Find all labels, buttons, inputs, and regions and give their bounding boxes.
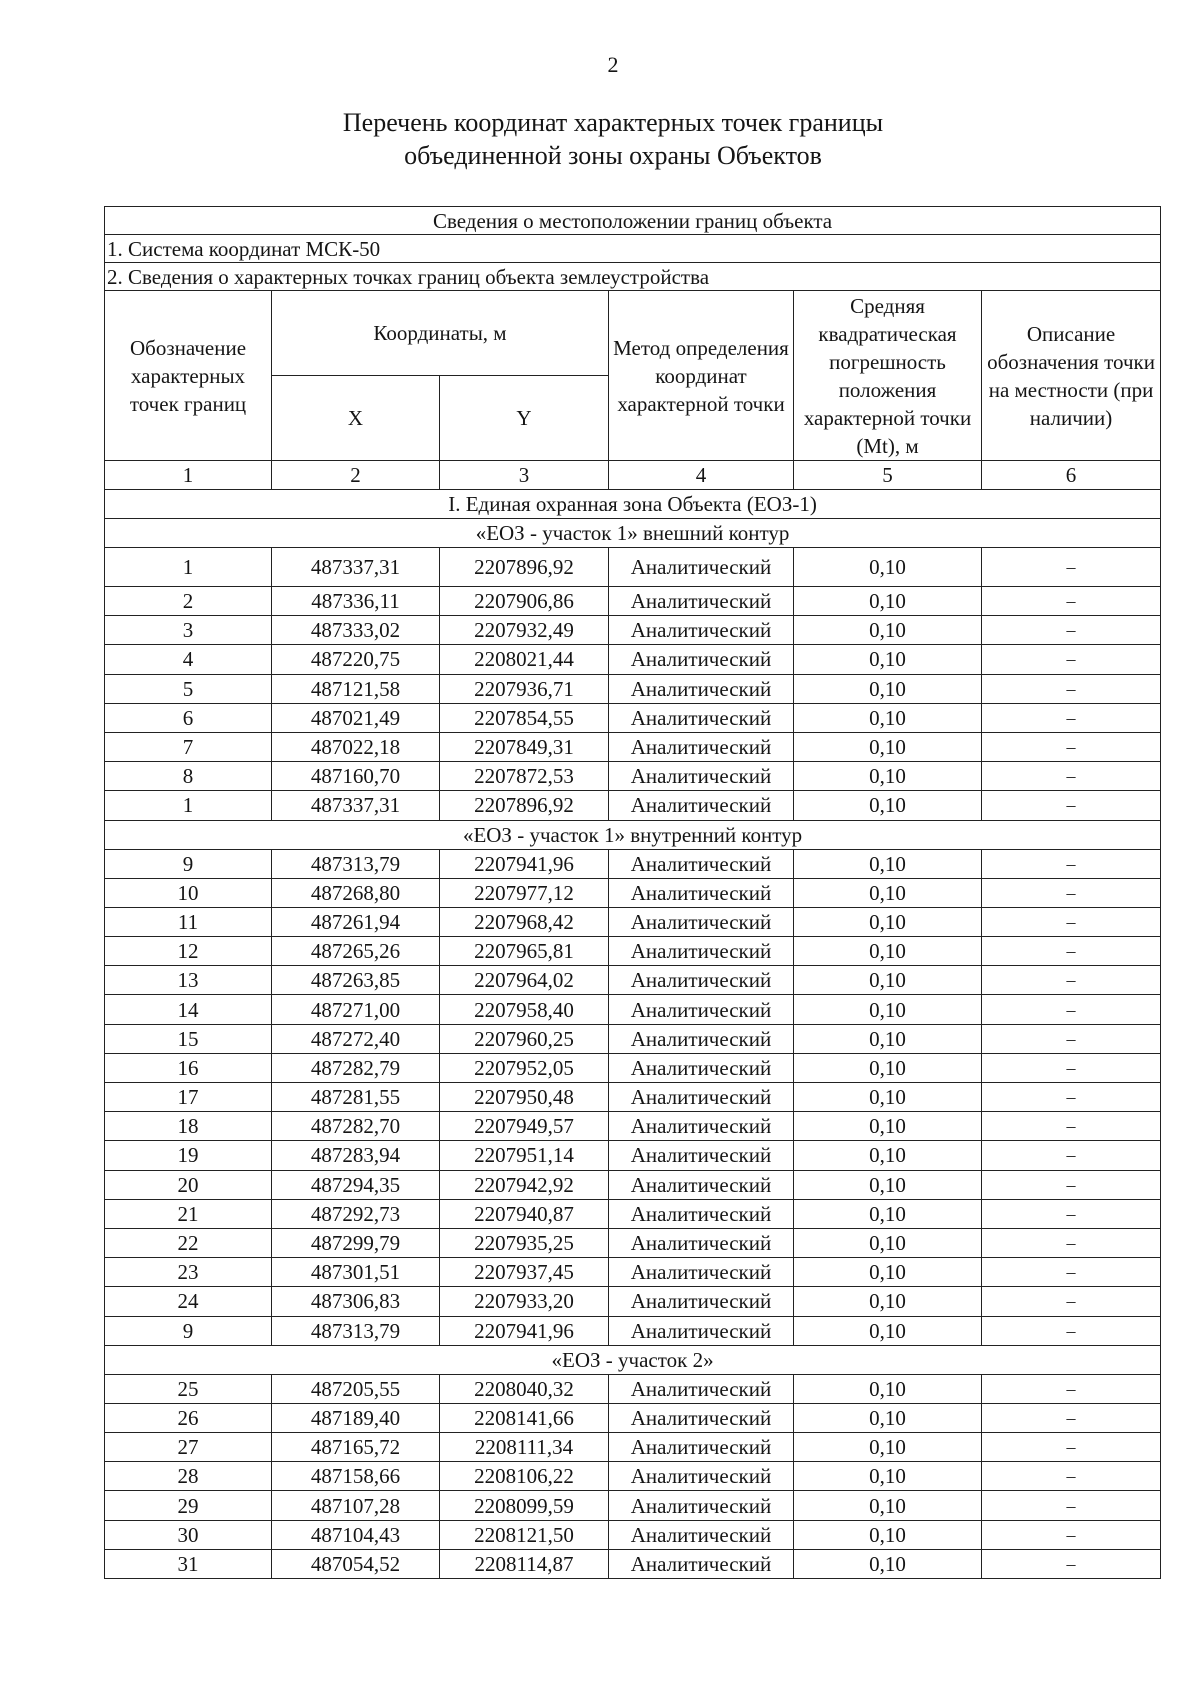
point-id-cell: 7: [105, 732, 272, 761]
column-number: 2: [272, 461, 440, 490]
description-cell: –: [982, 1053, 1161, 1082]
y-coordinate-cell: 2208099,59: [440, 1491, 609, 1520]
y-coordinate-cell: 2207964,02: [440, 966, 609, 995]
point-id-cell: 13: [105, 966, 272, 995]
description-cell: –: [982, 1228, 1161, 1257]
column-number: 5: [794, 461, 982, 490]
error-cell: 0,10: [794, 1141, 982, 1170]
table-row: [105, 1433, 1161, 1462]
method-cell: Аналитический: [609, 1199, 794, 1228]
point-id-cell: 14: [105, 995, 272, 1024]
method-cell: Аналитический: [609, 1433, 794, 1462]
y-coordinate-cell: 2207951,14: [440, 1141, 609, 1170]
method-cell: Аналитический: [609, 1491, 794, 1520]
description-cell: –: [982, 1083, 1161, 1112]
description-cell: –: [982, 966, 1161, 995]
table-row: [105, 995, 1161, 1024]
description-cell: –: [982, 1258, 1161, 1287]
error-cell: 0,10: [794, 1520, 982, 1549]
table-row: [105, 1491, 1161, 1520]
method-cell: Аналитический: [609, 1141, 794, 1170]
x-coordinate-cell: 487299,79: [272, 1228, 440, 1257]
error-cell: 0,10: [794, 995, 982, 1024]
x-coordinate-cell: 487205,55: [272, 1374, 440, 1403]
method-cell: Аналитический: [609, 966, 794, 995]
point-id-cell: 20: [105, 1170, 272, 1199]
x-coordinate-cell: 487121,58: [272, 674, 440, 703]
y-coordinate-cell: 2207896,92: [440, 791, 609, 820]
x-coordinate-cell: 487272,40: [272, 1024, 440, 1053]
point-id-cell: 22: [105, 1228, 272, 1257]
method-cell: Аналитический: [609, 907, 794, 936]
table-row: [105, 587, 1161, 616]
method-cell: Аналитический: [609, 1520, 794, 1549]
description-cell: –: [982, 548, 1161, 587]
header-coordinates: Координаты, м: [272, 291, 609, 376]
y-coordinate-cell: 2207941,96: [440, 1316, 609, 1345]
point-id-cell: 29: [105, 1491, 272, 1520]
error-cell: 0,10: [794, 548, 982, 587]
x-coordinate-cell: 487268,80: [272, 878, 440, 907]
error-cell: 0,10: [794, 966, 982, 995]
description-cell: –: [982, 762, 1161, 791]
error-cell: 0,10: [794, 762, 982, 791]
point-id-cell: 19: [105, 1141, 272, 1170]
description-cell: –: [982, 878, 1161, 907]
method-cell: Аналитический: [609, 1258, 794, 1287]
point-id-cell: 16: [105, 1053, 272, 1082]
point-id-cell: 24: [105, 1287, 272, 1316]
zone-title: I. Единая охранная зона Объекта (ЕОЗ-1): [105, 490, 1161, 519]
method-cell: Аналитический: [609, 1053, 794, 1082]
method-cell: Аналитический: [609, 1112, 794, 1141]
table-row: [105, 1462, 1161, 1491]
x-coordinate-cell: 487158,66: [272, 1462, 440, 1491]
y-coordinate-cell: 2207958,40: [440, 995, 609, 1024]
point-id-cell: 12: [105, 937, 272, 966]
point-id-cell: 31: [105, 1549, 272, 1578]
x-coordinate-cell: 487292,73: [272, 1199, 440, 1228]
table-row: [105, 849, 1161, 878]
x-coordinate-cell: 487306,83: [272, 1287, 440, 1316]
y-coordinate-cell: 2207968,42: [440, 907, 609, 936]
point-id-cell: 6: [105, 703, 272, 732]
error-cell: 0,10: [794, 645, 982, 674]
description-cell: –: [982, 791, 1161, 820]
description-cell: –: [982, 1462, 1161, 1491]
y-coordinate-cell: 2207854,55: [440, 703, 609, 732]
description-cell: –: [982, 1491, 1161, 1520]
point-id-cell: 8: [105, 762, 272, 791]
y-coordinate-cell: 2207936,71: [440, 674, 609, 703]
method-cell: Аналитический: [609, 878, 794, 907]
table-row: [105, 966, 1161, 995]
error-cell: 0,10: [794, 878, 982, 907]
coordinates-table: [104, 206, 1161, 1579]
table-row: [105, 1199, 1161, 1228]
y-coordinate-cell: 2208021,44: [440, 645, 609, 674]
error-cell: 0,10: [794, 732, 982, 761]
header-method: Метод определения координат характерной точки: [609, 291, 794, 461]
x-coordinate-cell: 487282,79: [272, 1053, 440, 1082]
method-cell: Аналитический: [609, 1083, 794, 1112]
table-row: [105, 937, 1161, 966]
error-cell: 0,10: [794, 616, 982, 645]
x-coordinate-cell: 487104,43: [272, 1520, 440, 1549]
error-cell: 0,10: [794, 1199, 982, 1228]
description-cell: –: [982, 937, 1161, 966]
description-cell: –: [982, 1549, 1161, 1578]
method-cell: Аналитический: [609, 995, 794, 1024]
document-title: [0, 106, 1200, 172]
error-cell: 0,10: [794, 849, 982, 878]
x-coordinate-cell: 487165,72: [272, 1433, 440, 1462]
table-row: [105, 1403, 1161, 1432]
y-coordinate-cell: 2208106,22: [440, 1462, 609, 1491]
y-coordinate-cell: 2207977,12: [440, 878, 609, 907]
description-cell: –: [982, 1287, 1161, 1316]
x-coordinate-cell: 487271,00: [272, 995, 440, 1024]
error-cell: 0,10: [794, 1170, 982, 1199]
method-cell: Аналитический: [609, 1549, 794, 1578]
method-cell: Аналитический: [609, 732, 794, 761]
x-coordinate-cell: 487261,94: [272, 907, 440, 936]
point-id-cell: 5: [105, 674, 272, 703]
table-row: [105, 1053, 1161, 1082]
method-cell: Аналитический: [609, 703, 794, 732]
method-cell: Аналитический: [609, 616, 794, 645]
y-coordinate-cell: 2207935,25: [440, 1228, 609, 1257]
description-cell: –: [982, 587, 1161, 616]
y-coordinate-cell: 2208121,50: [440, 1520, 609, 1549]
table-row: [105, 703, 1161, 732]
x-coordinate-cell: 487294,35: [272, 1170, 440, 1199]
x-coordinate-cell: 487107,28: [272, 1491, 440, 1520]
title-line-1: Перечень координат характерных точек границы: [342, 108, 884, 137]
point-id-cell: 11: [105, 907, 272, 936]
method-cell: Аналитический: [609, 1374, 794, 1403]
point-id-cell: 1: [105, 548, 272, 587]
y-coordinate-cell: 2207965,81: [440, 937, 609, 966]
table-row: [105, 878, 1161, 907]
point-id-cell: 30: [105, 1520, 272, 1549]
error-cell: 0,10: [794, 1287, 982, 1316]
table-row: [105, 1141, 1161, 1170]
error-cell: 0,10: [794, 703, 982, 732]
error-cell: 0,10: [794, 1433, 982, 1462]
table-row: [105, 732, 1161, 761]
header-x: X: [272, 376, 440, 461]
method-cell: Аналитический: [609, 1024, 794, 1053]
error-cell: 0,10: [794, 674, 982, 703]
x-coordinate-cell: 487189,40: [272, 1403, 440, 1432]
x-coordinate-cell: 487265,26: [272, 937, 440, 966]
x-coordinate-cell: 487336,11: [272, 587, 440, 616]
error-cell: 0,10: [794, 1112, 982, 1141]
table-row: [105, 762, 1161, 791]
method-cell: Аналитический: [609, 1462, 794, 1491]
y-coordinate-cell: 2208111,34: [440, 1433, 609, 1462]
x-coordinate-cell: 487220,75: [272, 645, 440, 674]
point-id-cell: 9: [105, 849, 272, 878]
description-cell: –: [982, 995, 1161, 1024]
y-coordinate-cell: 2207906,86: [440, 587, 609, 616]
table-row: [105, 616, 1161, 645]
description-cell: –: [982, 645, 1161, 674]
point-id-cell: 4: [105, 645, 272, 674]
point-id-cell: 3: [105, 616, 272, 645]
x-coordinate-cell: 487022,18: [272, 732, 440, 761]
y-coordinate-cell: 2207896,92: [440, 548, 609, 587]
method-cell: Аналитический: [609, 937, 794, 966]
section-title: «ЕОЗ - участок 1» внешний контур: [105, 519, 1161, 548]
x-coordinate-cell: 487283,94: [272, 1141, 440, 1170]
y-coordinate-cell: 2207849,31: [440, 732, 609, 761]
error-cell: 0,10: [794, 1258, 982, 1287]
y-coordinate-cell: 2207940,87: [440, 1199, 609, 1228]
x-coordinate-cell: 487333,02: [272, 616, 440, 645]
table-row: [105, 1170, 1161, 1199]
description-cell: –: [982, 1520, 1161, 1549]
x-coordinate-cell: 487281,55: [272, 1083, 440, 1112]
method-cell: Аналитический: [609, 645, 794, 674]
y-coordinate-cell: 2207933,20: [440, 1287, 609, 1316]
method-cell: Аналитический: [609, 587, 794, 616]
header-description: Описание обозначения точки на местности (при наличии): [982, 291, 1161, 461]
x-coordinate-cell: 487263,85: [272, 966, 440, 995]
x-coordinate-cell: 487021,49: [272, 703, 440, 732]
y-coordinate-cell: 2207949,57: [440, 1112, 609, 1141]
point-id-cell: 15: [105, 1024, 272, 1053]
method-cell: Аналитический: [609, 791, 794, 820]
error-cell: 0,10: [794, 907, 982, 936]
x-coordinate-cell: 487337,31: [272, 791, 440, 820]
error-cell: 0,10: [794, 1316, 982, 1345]
description-cell: –: [982, 1403, 1161, 1432]
point-id-cell: 27: [105, 1433, 272, 1462]
method-cell: Аналитический: [609, 1287, 794, 1316]
error-cell: 0,10: [794, 1083, 982, 1112]
y-coordinate-cell: 2207932,49: [440, 616, 609, 645]
table-row: [105, 1316, 1161, 1345]
page-number: 2: [607, 52, 619, 77]
error-cell: 0,10: [794, 587, 982, 616]
y-coordinate-cell: 2207941,96: [440, 849, 609, 878]
table-row: [105, 1520, 1161, 1549]
description-cell: –: [982, 616, 1161, 645]
column-number: 4: [609, 461, 794, 490]
table-row: [105, 1258, 1161, 1287]
description-cell: –: [982, 674, 1161, 703]
x-coordinate-cell: 487337,31: [272, 548, 440, 587]
error-cell: 0,10: [794, 1053, 982, 1082]
description-cell: –: [982, 703, 1161, 732]
coord-system-row: 1. Система координат МСК-50: [105, 235, 1161, 263]
description-cell: –: [982, 1316, 1161, 1345]
description-cell: –: [982, 1199, 1161, 1228]
x-coordinate-cell: 487313,79: [272, 849, 440, 878]
header-y: Y: [440, 376, 609, 461]
table-row: [105, 674, 1161, 703]
table-row: [105, 1024, 1161, 1053]
description-cell: –: [982, 1433, 1161, 1462]
table-row: [105, 1287, 1161, 1316]
y-coordinate-cell: 2208040,32: [440, 1374, 609, 1403]
column-number: 1: [105, 461, 272, 490]
points-info-row: 2. Сведения о характерных точках границ объекта землеустройства: [105, 263, 1161, 291]
table-header-caption: Сведения о местоположении границ объекта: [105, 207, 1161, 235]
point-id-cell: 1: [105, 791, 272, 820]
y-coordinate-cell: 2207872,53: [440, 762, 609, 791]
error-cell: 0,10: [794, 791, 982, 820]
method-cell: Аналитический: [609, 1403, 794, 1432]
y-coordinate-cell: 2207952,05: [440, 1053, 609, 1082]
point-id-cell: 23: [105, 1258, 272, 1287]
description-cell: –: [982, 849, 1161, 878]
error-cell: 0,10: [794, 937, 982, 966]
method-cell: Аналитический: [609, 762, 794, 791]
error-cell: 0,10: [794, 1374, 982, 1403]
error-cell: 0,10: [794, 1228, 982, 1257]
y-coordinate-cell: 2207960,25: [440, 1024, 609, 1053]
x-coordinate-cell: 487301,51: [272, 1258, 440, 1287]
method-cell: Аналитический: [609, 849, 794, 878]
section-title: «ЕОЗ - участок 2»: [105, 1345, 1161, 1374]
description-cell: –: [982, 1374, 1161, 1403]
header-designation: Обозначение характерных точек границ: [105, 291, 272, 461]
description-cell: –: [982, 732, 1161, 761]
table-row: [105, 548, 1161, 587]
method-cell: Аналитический: [609, 674, 794, 703]
point-id-cell: 9: [105, 1316, 272, 1345]
section-title: «ЕОЗ - участок 1» внутренний контур: [105, 820, 1161, 849]
x-coordinate-cell: 487313,79: [272, 1316, 440, 1345]
x-coordinate-cell: 487054,52: [272, 1549, 440, 1578]
point-id-cell: 26: [105, 1403, 272, 1432]
point-id-cell: 17: [105, 1083, 272, 1112]
error-cell: 0,10: [794, 1024, 982, 1053]
table-row: [105, 1228, 1161, 1257]
description-cell: –: [982, 907, 1161, 936]
point-id-cell: 10: [105, 878, 272, 907]
description-cell: –: [982, 1112, 1161, 1141]
table-row: [105, 791, 1161, 820]
error-cell: 0,10: [794, 1491, 982, 1520]
error-cell: 0,10: [794, 1549, 982, 1578]
table-row: [105, 1374, 1161, 1403]
method-cell: Аналитический: [609, 1170, 794, 1199]
y-coordinate-cell: 2207950,48: [440, 1083, 609, 1112]
column-number: 3: [440, 461, 609, 490]
x-coordinate-cell: 487160,70: [272, 762, 440, 791]
column-number: 6: [982, 461, 1161, 490]
description-cell: –: [982, 1141, 1161, 1170]
header-error: Средняя квадратическая погрешность положения характерной точки (Mt), м: [794, 291, 982, 461]
x-coordinate-cell: 487282,70: [272, 1112, 440, 1141]
y-coordinate-cell: 2208114,87: [440, 1549, 609, 1578]
error-cell: 0,10: [794, 1403, 982, 1432]
point-id-cell: 18: [105, 1112, 272, 1141]
point-id-cell: 2: [105, 587, 272, 616]
description-cell: –: [982, 1170, 1161, 1199]
table-row: [105, 1112, 1161, 1141]
point-id-cell: 21: [105, 1199, 272, 1228]
error-cell: 0,10: [794, 1462, 982, 1491]
table-row: [105, 1549, 1161, 1578]
method-cell: Аналитический: [609, 548, 794, 587]
description-cell: –: [982, 1024, 1161, 1053]
y-coordinate-cell: 2208141,66: [440, 1403, 609, 1432]
y-coordinate-cell: 2207942,92: [440, 1170, 609, 1199]
method-cell: Аналитический: [609, 1316, 794, 1345]
point-id-cell: 25: [105, 1374, 272, 1403]
title-line-2: объединенной зоны охраны Объектов: [404, 141, 822, 170]
y-coordinate-cell: 2207937,45: [440, 1258, 609, 1287]
table-row: [105, 1083, 1161, 1112]
table-row: [105, 907, 1161, 936]
method-cell: Аналитический: [609, 1228, 794, 1257]
point-id-cell: 28: [105, 1462, 272, 1491]
table-row: [105, 645, 1161, 674]
